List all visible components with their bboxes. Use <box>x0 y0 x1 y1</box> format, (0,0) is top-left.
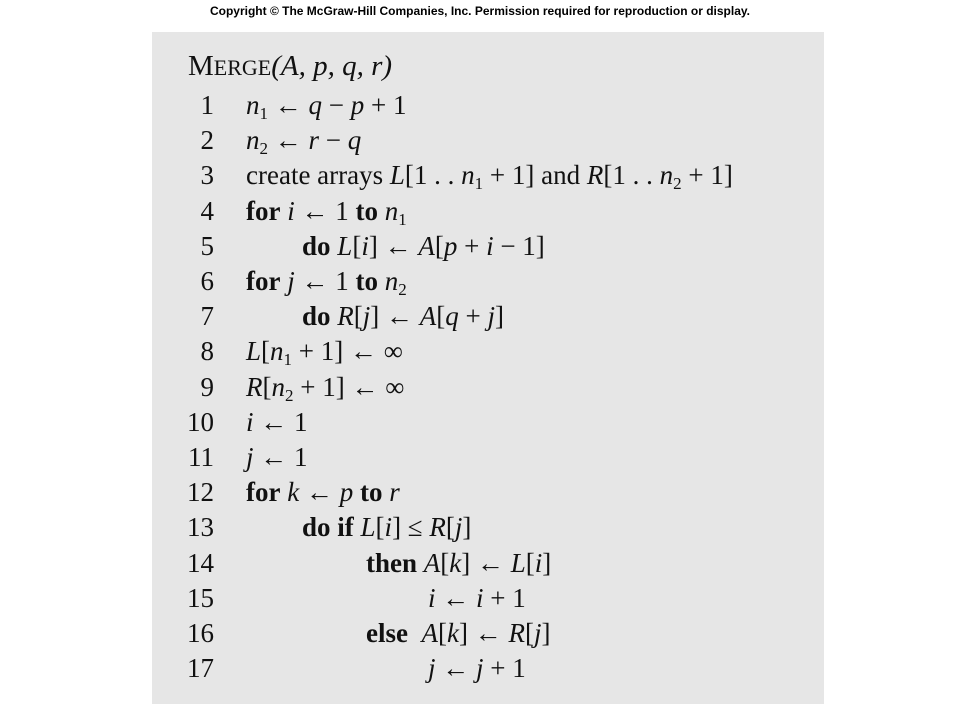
code-line <box>152 88 824 123</box>
code-line <box>152 510 824 545</box>
code-statement: i ← 1 <box>246 406 308 437</box>
procedure-title <box>188 46 392 88</box>
code-statement: for k ← p to r <box>246 477 400 508</box>
code-line <box>152 194 824 229</box>
line-number: 15 <box>187 582 214 613</box>
code-line <box>152 229 824 264</box>
line-number: 14 <box>187 547 214 578</box>
line-number: 4 <box>200 195 214 226</box>
code-statement: $L[n_1 + 1]$ ← ∞ <box>246 336 403 370</box>
code-line <box>152 334 824 369</box>
code-statement: i ← i + 1 <box>428 582 526 613</box>
pseudocode-panel <box>152 32 824 704</box>
code-statement: create arrays L[1 . . $n_1 + 1$] and R[1 . . $n_2 + 1$] <box>246 160 733 194</box>
line-number: 13 <box>187 512 214 543</box>
procedure-name-rest: ERGE <box>213 55 272 80</box>
line-number: 17 <box>187 653 214 684</box>
line-number: 8 <box>200 336 214 367</box>
line-number: 9 <box>200 371 214 402</box>
code-statement: $n_2$ ← r − q <box>246 125 362 159</box>
code-statement: for i ← 1 to $n_1$ <box>246 195 407 229</box>
line-number: 3 <box>200 160 214 191</box>
code-line <box>152 546 824 581</box>
code-line <box>152 475 824 510</box>
procedure-params: (A, p, q, r) <box>271 50 393 82</box>
line-number: 16 <box>187 618 214 648</box>
code-line <box>152 158 824 193</box>
copyright-notice: Copyright © The McGraw-Hill Companies, Inc. Permission required for reproduction or display. <box>209 4 751 18</box>
code-line <box>152 370 824 405</box>
line-number: 12 <box>187 477 214 508</box>
code-line <box>152 264 824 299</box>
code-statement: do R[j] ← A[q + j] <box>302 301 505 332</box>
line-number: 6 <box>200 266 214 296</box>
line-number: 2 <box>200 125 214 156</box>
line-number: 10 <box>187 406 214 437</box>
code-statement: then A[k] ← L[i] <box>366 547 552 578</box>
procedure-name-initial: M <box>188 50 214 82</box>
code-line <box>152 616 824 651</box>
code-line <box>152 651 824 686</box>
line-number: 1 <box>200 90 214 120</box>
code-line <box>152 299 824 334</box>
code-statement: $n_1$ ← q − p + 1 <box>246 90 407 123</box>
line-number: 7 <box>200 301 214 332</box>
code-statement: j ← j + 1 <box>428 653 526 684</box>
code-statement: do L[i] ← A[p + i − 1] <box>302 230 545 261</box>
code-statement: do if L[i] ≤ R[j] <box>302 512 472 543</box>
code-statement: else A[k] ← R[j] <box>366 618 551 648</box>
code-statement: $R[n_2 + 1]$ ← ∞ <box>246 371 405 405</box>
code-statement: for j ← 1 to $n_2$ <box>246 266 407 299</box>
code-line <box>152 581 824 616</box>
line-number: 5 <box>200 230 214 261</box>
line-number: 11 <box>188 442 214 472</box>
code-line <box>152 440 824 475</box>
code-statement: j ← 1 <box>246 442 308 472</box>
code-line <box>152 405 824 440</box>
code-line <box>152 123 824 158</box>
